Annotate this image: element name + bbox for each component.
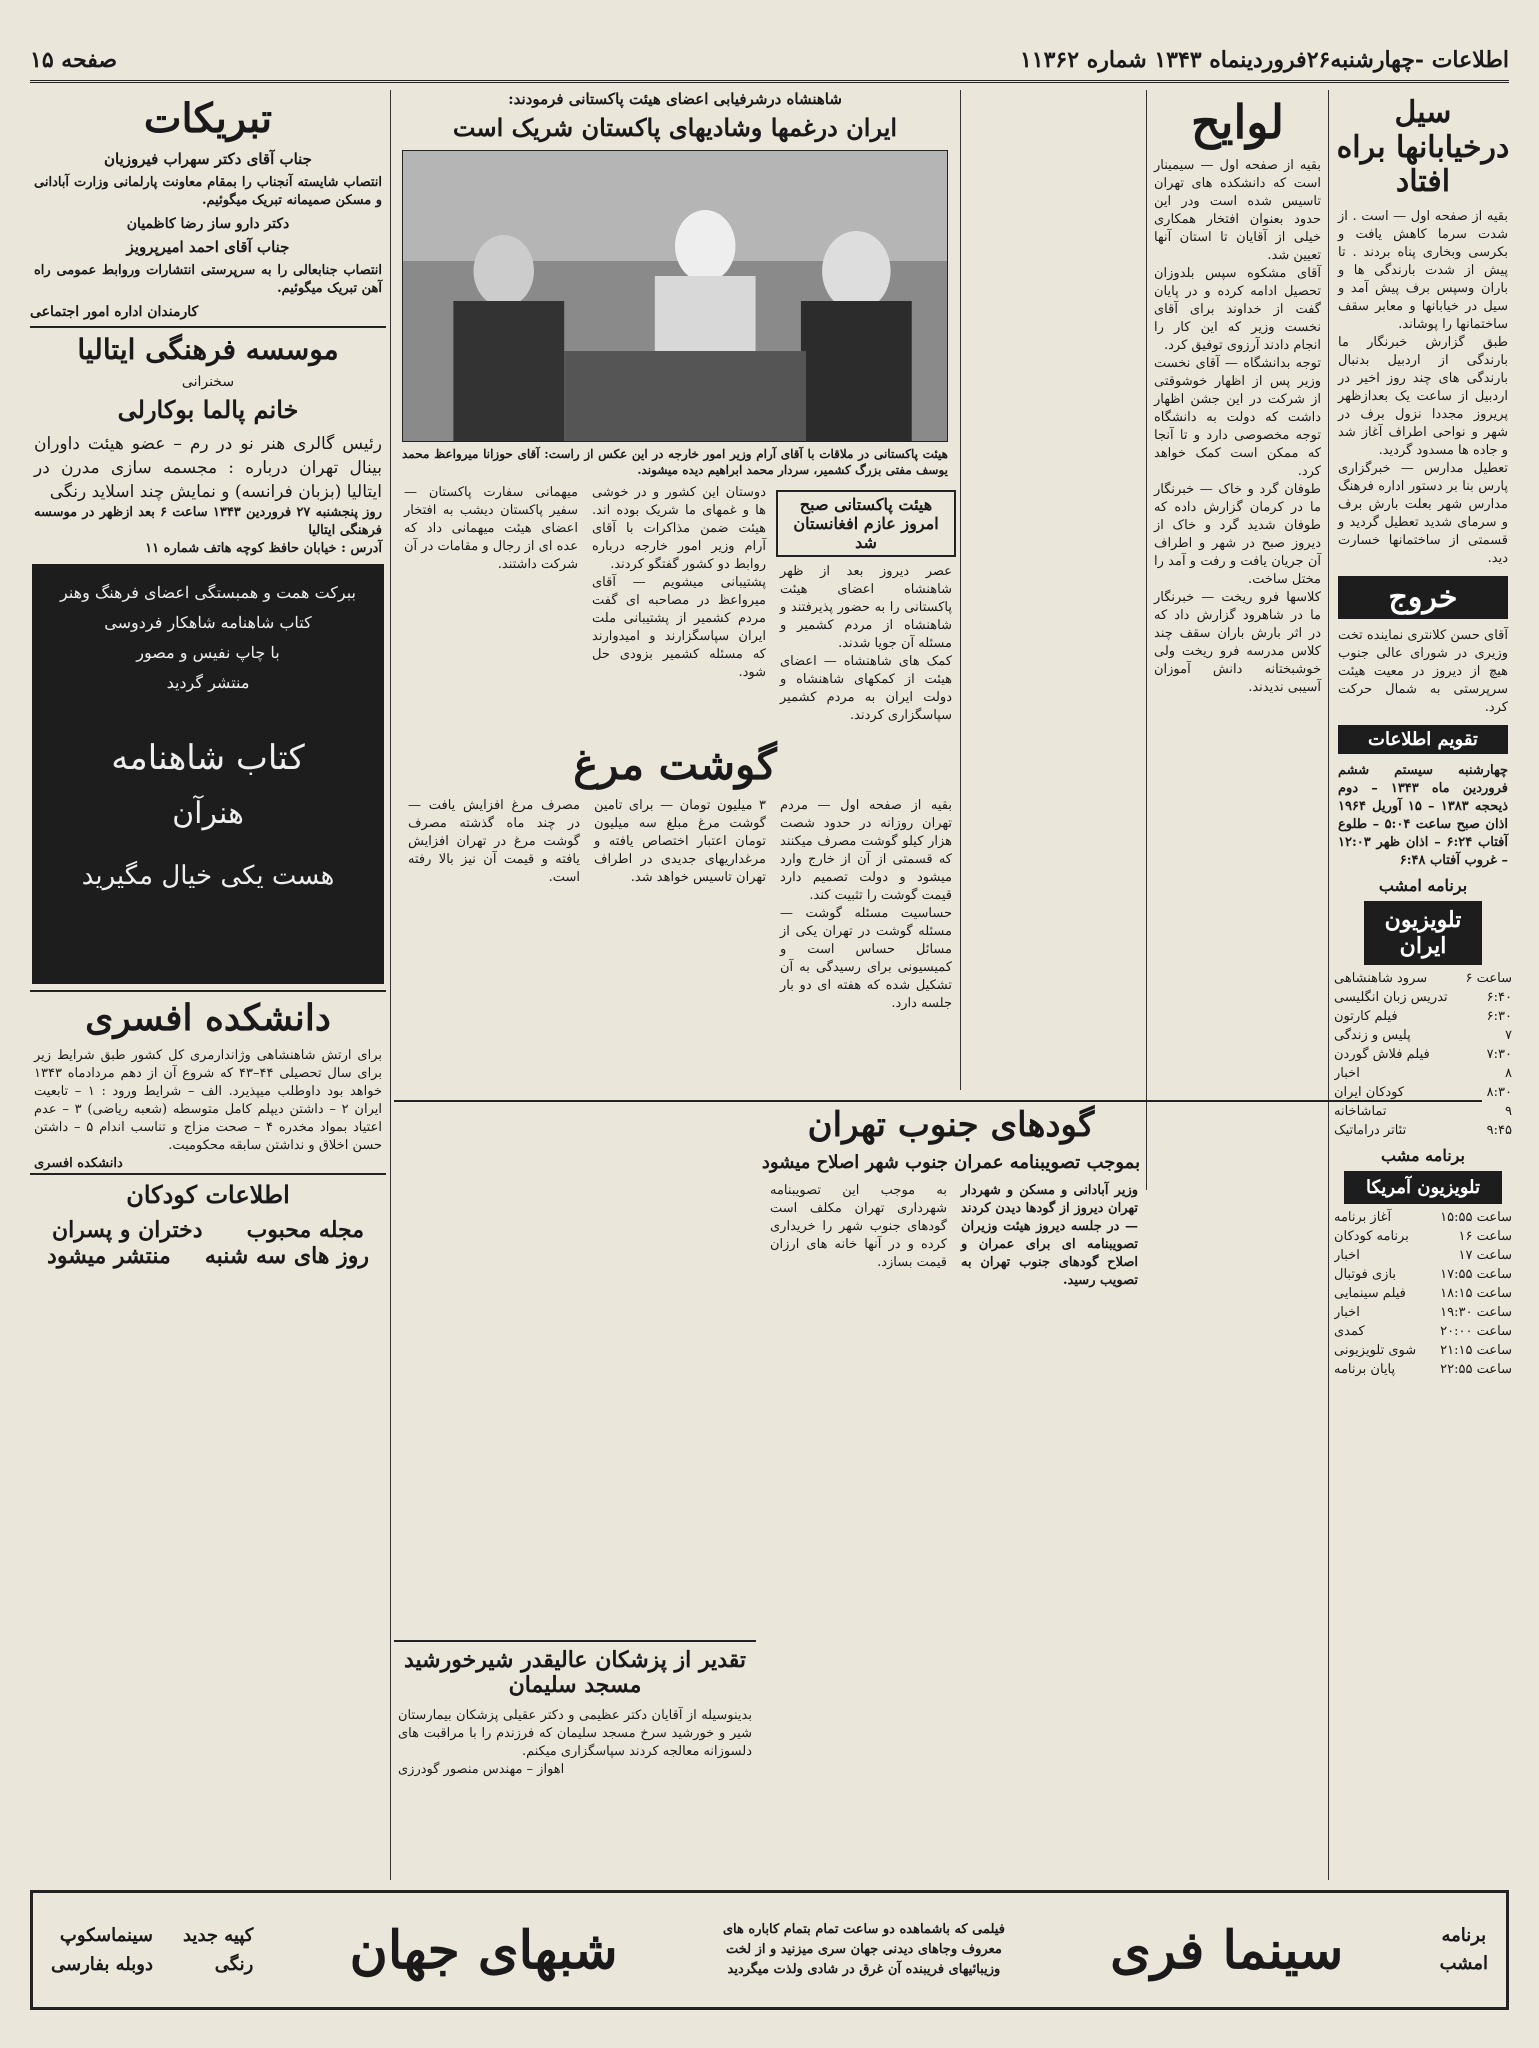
column-pakistan: [394, 90, 956, 1090]
tv-program-row: [1334, 1007, 1512, 1026]
program-name: پایان برنامه: [1334, 1361, 1396, 1377]
program-time: ساعت ۱۸:۱۵: [1440, 1285, 1512, 1301]
article-paragraph: طوفان گرد و خاک — خبرنگار ما در کرمان گزارش داده که طوفان شدید گرد و خاک از دیروز صبح در شهر و اطراف آن جریان یافت و رفت و آمد را مختل ساخت.: [1154, 481, 1321, 587]
article-paragraph: کلاسها فرو ریخت — خبرنگار ما در شاهرود گزارش داد که در اثر بارش باران سقف چند کلاس مدرسه فرو ریخت ولی خوشبختانه دانش آموزان آسیبی ندیدند.: [1154, 589, 1321, 695]
officers-college: [30, 990, 386, 1173]
program-time: ۸: [1505, 1065, 1512, 1081]
program-name: فیلم فلاش گوردن: [1334, 1046, 1430, 1062]
program-time: ساعت ۲۲:۵۵: [1440, 1361, 1512, 1377]
congrats-2-sign: کارمندان اداره امور اجتماعی: [30, 304, 199, 320]
khoruj-text: آقای حسن کلانتری نماینده تخت وزیری در شورای عالی جنوب هیچ از دیروز در معیت هیئت سرپرستی به شمال حرکت کرد.: [1338, 627, 1508, 715]
banner-tonight: امشب: [1439, 1953, 1488, 1974]
kids-line: دختران و پسران: [52, 1216, 203, 1243]
pakistan-columns: [394, 484, 956, 725]
headline-congratulations: تبریکات: [143, 95, 273, 142]
headline-south-tehran: گودهای جنوب تهران: [807, 1105, 1095, 1145]
tv2-logo: تلویزیون آمریکا: [1344, 1171, 1502, 1204]
ad-sub: هنرآن: [172, 795, 244, 831]
ad-title: کتاب شاهنامه: [111, 737, 305, 778]
banner-feature: رنگی: [214, 1954, 254, 1975]
headline-italy: موسسه فرهنگی ایتالیا: [77, 333, 339, 366]
tv2-heading: برنامه مشب: [1381, 1145, 1465, 1165]
congrats-1-sign: دکتر دارو ساز رضا کاظمیان: [126, 216, 290, 232]
article-paragraph: به موجب این تصویبنامه شهرداری تهران مکلف است گودهای جنوب شهر را خریداری کرده و در آنها خانه های ارزان قیمت بسازد.: [770, 1182, 947, 1270]
college-text: برای ارتش شاهنشاهی وژاندارمری کل کشور طبق شرایط زیر برای سال تحصیلی ۴۴–۴۳ که شروع آن از دهم مردادماه ۱۳۴۳ خواهد بود داوطلب میپذیرد. الف – شرایط ورود : ۱ – تابعیت ایران ۲ – داشتن دیپلم کامل متوسطه (شعبه ریاضی) ۳ – عدم اعتیاد بمواد مخدره ۴ – صحت مزاج و تناسب اندام ۵ – داشتن حسن اخلاق و نداشتن سابقه محکومیت.: [34, 1048, 383, 1154]
column-divider: [1328, 90, 1329, 1880]
column-south-tehran: [760, 1100, 1142, 1880]
ad-line: ببرکت همت و همبستگی اعضای فرهنگ وهنر: [59, 582, 356, 602]
italy-text: رئیس گالری هنر نو در رم – عضو هیئت داوران بینال تهران درباره : مجسمه سازی مدرن در ایتالیا (بزبان فرانسه) و نمایش چند اسلاید رنگی: [34, 433, 382, 502]
tv2-program-row: [1334, 1265, 1512, 1284]
headline-pakistan: ایران درغمها وشادیهای پاکستان شریک است: [452, 113, 898, 142]
tv2-program-row: [1334, 1227, 1512, 1246]
italy-speaker: خانم پالما بوکارلی: [117, 395, 299, 425]
masthead-bar: [30, 40, 1509, 83]
program-time: ساعت ۱۷:۵۵: [1440, 1266, 1512, 1282]
article-paragraph: توجه بدانشگاه — آقای نخست وزیر پس از اظهار خوشوقتی از شرکت در این جشن اظهار داشت که دولت به دانشگاه توجه مخصوصی دارد و تا آنجا که ممکن است کمک خواهد کرد.: [1154, 355, 1321, 479]
tv-program-row: [1334, 1045, 1512, 1064]
program-time: ساعت ۶: [1465, 970, 1512, 986]
article-paragraph: بقیه از صفحه اول — است . از شدت سرما کاهش یافت و بکرسی وبخاری پناه بردند . تا پیش از شدت بارندگی ها و باران وسپس برف پیش آمد و سیل در خیابانها و معابر سقف ساختمانها را پوشاند.: [1338, 208, 1508, 332]
tv2-program-row: [1334, 1303, 1512, 1322]
article-paragraph: وزیر آبادانی و مسکن و شهردار تهران دیروز از گودها دیدن کردند — در جلسه دیروز هیئت وزیران تصویبنامه ای برای عمران و اصلاح گودهای جنوب تهران به تصویب رسید.: [961, 1182, 1138, 1288]
article-paragraph: آقای مشکوه سپس بلدوزان تحصیل ادامه کرده و در پایان گفت از خداوند برای آقای نخست وزیر که این کار را انجام دادند آرزوی توفیق کرد.: [1154, 265, 1321, 353]
tv-program-row: [1334, 969, 1512, 988]
ad-foot: هست یکی خیال مگیرید: [81, 860, 335, 891]
program-name: آغاز برنامه: [1334, 1209, 1392, 1225]
program-name: کمدی: [1334, 1323, 1365, 1339]
program-time: ۹: [1505, 1103, 1512, 1119]
page-number: صفحه ۱۵: [30, 47, 118, 73]
program-name: کودکان ایران: [1334, 1084, 1405, 1100]
italy-date: روز پنجشنبه ۲۷ فروردین ۱۳۴۳ ساعت ۶ بعد ازظهر در موسسه فرهنگی ایتالیا: [34, 504, 382, 538]
program-name: تدریس زبان انگلیسی: [1334, 989, 1448, 1005]
cinema-name: سینما فری: [1110, 1919, 1344, 1981]
tv-logo: تلویزیون ایران: [1364, 901, 1482, 965]
column-divider: [960, 90, 961, 1090]
program-name: پلیس و زندگی: [1334, 1027, 1411, 1043]
program-name: فیلم سینمایی: [1334, 1285, 1406, 1301]
ad-line: کتاب شاهنامه شاهکار فردوسی: [104, 612, 312, 632]
headline-bills: لوایح: [1190, 95, 1285, 149]
headline-thanks: تقدیر از پزشکان عالیقدر شیرخورشید مسجد سلیمان: [403, 1647, 747, 1699]
article-paragraph: دوستان این کشور و در خوشی ها و غمهای ما شریک بوده اند. هیئت ضمن مذاکرات با آقای آرام وزیر امور خارجه درباره روابط دو کشور گفتگو کردند.: [592, 484, 766, 572]
tv2-program-row: [1334, 1322, 1512, 1341]
program-name: برنامه کودکان: [1334, 1228, 1409, 1244]
khoruj-heading: خروج: [1338, 576, 1508, 619]
banner-feature: سینماسکوپ: [59, 1925, 153, 1946]
tv2-program-list: [1334, 1208, 1512, 1379]
subheadline-south-tehran: بموجب تصویبنامه عمران جنوب شهر اصلاح میشود: [761, 1152, 1141, 1174]
program-name: سرود شاهنشاهی: [1334, 970, 1428, 986]
congrats-1-title: جناب آقای دکتر سهراب فیروزیان: [104, 150, 312, 168]
article-paragraph: عصر دیروز بعد از ظهر شاهنشاه اعضای هیئت پاکستانی را به حضور پذیرفتند و شاهنشاه از مردم کشمیر و مسئله آن جویا شدند.: [780, 563, 952, 651]
column-notices: [30, 90, 386, 1880]
program-time: ساعت ۲۱:۱۵: [1440, 1342, 1512, 1358]
congrats-2-title: جناب آقای احمد امیرپرویز: [126, 238, 290, 256]
tv-program-row: [1334, 1064, 1512, 1083]
pakistan-kicker: شاهنشاه درشرفیابی اعضای هیئت پاکستانی فرمودند:: [508, 90, 842, 108]
film-title: شبهای جهان: [349, 1919, 618, 1981]
article-paragraph: پشتیبانی میشویم — آقای میرواعظ در مصاحبه ای گفت مردم کشمیر از پشتیبانی ملت ایران سپاسگزارند و امیدوارند که مسئله کشمیر بزودی حل شود.: [592, 574, 766, 680]
column-divider: [390, 90, 391, 1880]
college-sign: دانشکده افسری: [34, 1156, 123, 1172]
tv2-program-row: [1334, 1246, 1512, 1265]
program-name: تئاتر دراماتیک: [1334, 1122, 1407, 1138]
program-time: ساعت ۲۰:۰۰: [1440, 1323, 1512, 1339]
program-time: ساعت ۱۵:۵۵: [1440, 1209, 1512, 1225]
program-time: ساعت ۱۷: [1458, 1247, 1512, 1263]
kids-line: مجله محبوب: [246, 1216, 364, 1243]
column-bills: [1150, 90, 1325, 1880]
masthead: اطلاعات -چهارشنبه۲۶فروردینماه ۱۳۴۳ شماره ۱۱۳۶۲: [1019, 47, 1509, 73]
italy-sub: سخنرانی: [181, 374, 235, 391]
program-name: فیلم کارتون: [1334, 1008, 1398, 1024]
column-divider: [1146, 90, 1147, 1190]
cinema-banner: [30, 1890, 1509, 2010]
article-paragraph: حساسیت مسئله گوشت — مسئله گوشت در تهران یکی از مسائل حساس است و کمیسیونی برای رسیدگی به آن تشکیل شده که هفته ای دو بار جلسه دارد.: [780, 905, 952, 1011]
program-time: ۸:۳۰: [1486, 1084, 1512, 1100]
italy-address: آدرس : خیابان حافظ کوچه هاتف شماره ۱۱: [145, 540, 382, 556]
tv2-program-row: [1334, 1341, 1512, 1360]
program-name: اخبار: [1334, 1065, 1360, 1081]
ad-line: با چاپ نفیس و مصور: [136, 642, 280, 662]
pakistan-col-left: [400, 484, 770, 725]
kids-notice: [30, 1173, 386, 1269]
program-time: ۷:۳۰: [1486, 1046, 1512, 1062]
calendar-text: چهارشنبه سیستم ششم فروردین ماه ۱۳۴۳ – دوم ذیحجه ۱۳۸۳ – ۱۵ آوریل ۱۹۶۴ اذان صبح ساعت ۵:۰۴ – طلوع آفتاب ۶:۲۴ – اذان ظهر ۱۲:۰۳ – غروب آفتاب ۶:۴۸: [1338, 762, 1509, 868]
tv2-program-row: [1334, 1360, 1512, 1379]
kids-line: روز های سه شنبه: [204, 1242, 369, 1269]
tv-program-row: [1334, 988, 1512, 1007]
tv-program-row: [1334, 1083, 1512, 1102]
ad-line: منتشر گردید: [166, 672, 250, 692]
program-name: شوی تلویزیونی: [1334, 1342, 1417, 1358]
calendar-heading: تقویم اطلاعات: [1338, 725, 1508, 754]
program-name: اخبار: [1334, 1304, 1360, 1320]
congrats-2-text: انتصاب جنابعالی را به سرپرستی انتشارات وروابط عمومی راه آهن تبریک میگوئیم.: [34, 263, 382, 296]
shahnameh-ad: [32, 564, 384, 984]
article-paragraph: بقیه از صفحه اول — مردم تهران روزانه در حدود شصت هزار کیلو گوشت مصرف میکنند که قسمتی از آن از خارج وارد میشود و دولت تصمیم دارد قیمت گوشت را تثبیت کند.: [780, 797, 952, 903]
sub-afghanistan: هیئت پاکستانی صبح امروز عازم افغانستان شد: [776, 490, 956, 557]
headline-chicken: گوشت مرغ: [573, 739, 777, 789]
program-time: ۶:۳۰: [1486, 1008, 1512, 1024]
kids-line: منتشر میشود: [47, 1242, 171, 1269]
article-paragraph: کمک های شاهنشاه — اعضای هیئت از کمکهای شاهنشاه و دولت ایران به مردم کشمیر سپاسگزاری کردند.: [780, 653, 952, 723]
tv2-program-row: [1334, 1284, 1512, 1303]
headline-kids: اطلاعات کودکان: [126, 1180, 290, 1210]
program-time: ۶:۴۰: [1486, 989, 1512, 1005]
article-paragraph: مصرف مرغ افزایش یافت — در چند ماه گذشته مصرف گوشت مرغ در تهران افزایش یافته و قیمت آن نیز بالا رفته است.: [408, 797, 580, 885]
headline-officers-college: دانشکده افسری: [85, 996, 331, 1039]
headline-flood: سیل درخیابانها براه افتاد: [1336, 95, 1510, 199]
column-thanks: [394, 1640, 756, 1882]
banner-feature: دوبله بفارسی: [51, 1954, 153, 1975]
program-time: ۷: [1505, 1027, 1512, 1043]
photo-delegation: [402, 150, 948, 442]
pakistan-col-right: [776, 484, 956, 725]
tv-heading: برنامه امشب: [1378, 875, 1468, 895]
tv-program-row: [1334, 1026, 1512, 1045]
program-time: ساعت ۱۶: [1458, 1228, 1512, 1244]
article-paragraph: ۳ میلیون تومان — برای تامین گوشت مرغ مبلغ سه میلیون تومان اعتبار اختصاص یافته و مرغداریهای جدیدی در اطراف تهران تاسیس خواهد شد.: [594, 797, 766, 885]
banner-program: برنامه: [1441, 1925, 1487, 1946]
italy-notice: [30, 326, 386, 558]
banner-feature: کپیه جدید: [182, 1925, 254, 1946]
article-paragraph: تعطیل مدارس — خبرگزاری پارس بنا بر دستور اداره فرهنگ مدارس شهر بعلت بارش برف و سرمای شدید تعطیل گردید و قسمتی از ساختمانها خسارت دید.: [1338, 460, 1508, 566]
program-time: ۹:۴۵: [1486, 1122, 1512, 1138]
column-weather: [1334, 90, 1512, 1880]
program-name: اخبار: [1334, 1247, 1360, 1263]
thanks-text: بدینوسیله از آقایان دکتر عظیمی و دکتر عقیلی پزشکان بیمارستان شیر و خورشید سرخ مسجد سلیمان که فرزندم را با مراقبت های دلسوزانه معالجه کردند سپاسگزاری میکنم.: [398, 1707, 752, 1759]
film-description: فیلمی که باشماهده دو ساعت تمام بتمام کاباره های معروف وجاهای دیدنی جهان سری میزنید و از لخت وزیبائیهای فریبنده آن غرق در شادی ولذت میگردید: [722, 1922, 1005, 1977]
article-paragraph: میهمانی سفارت پاکستان — سفیر پاکستان دیشب به افتخار اعضای هیئت میهمانی داد که عده ای از رجال و مقامات در آن شرکت داشتند.: [404, 484, 578, 572]
congrats-1-text: انتصاب شایسته آنجناب را بمقام معاونت پارلمانی وزارت آبادانی و مسکن صمیمانه تبریک میگوئیم.: [34, 175, 382, 208]
photo-delegation-image: [403, 151, 947, 441]
chicken-columns: [394, 797, 956, 1013]
article-paragraph: طبق گزارش خبرنگار ما بارندگی از اردبیل بدنبال بارندگی های چند روز اخیر در اردبیل از ساعت یک بعدازظهر پریروز مجددا نزول برف در شهر و نواحی اطراف آغاز شد و جاده ها مسدود گردید.: [1338, 334, 1508, 458]
photo-caption: هیئت پاکستانی در ملاقات با آقای آرام وزیر امور خارجه در این عکس از راست: آقای حوزانا میرواعظ محمد یوسف مفتی بزرگ کشمیر، سردار محمد ابراهیم دیده میشوند.: [402, 446, 948, 477]
program-name: بازی فوتبال: [1334, 1266, 1397, 1282]
program-time: ساعت ۱۹:۳۰: [1440, 1304, 1512, 1320]
thanks-signature: اهواز – مهندس منصور گودرزی: [398, 1761, 565, 1777]
program-name: تماشاخانه: [1334, 1103, 1387, 1119]
article-paragraph: بقیه از صفحه اول — سیمینار است که دانشکده های تهران تاسیس شده است ودر این حدود بعنوان افتخار همکاری خیلی از آقایان تا استان آنها تعیین شد.: [1154, 157, 1321, 263]
